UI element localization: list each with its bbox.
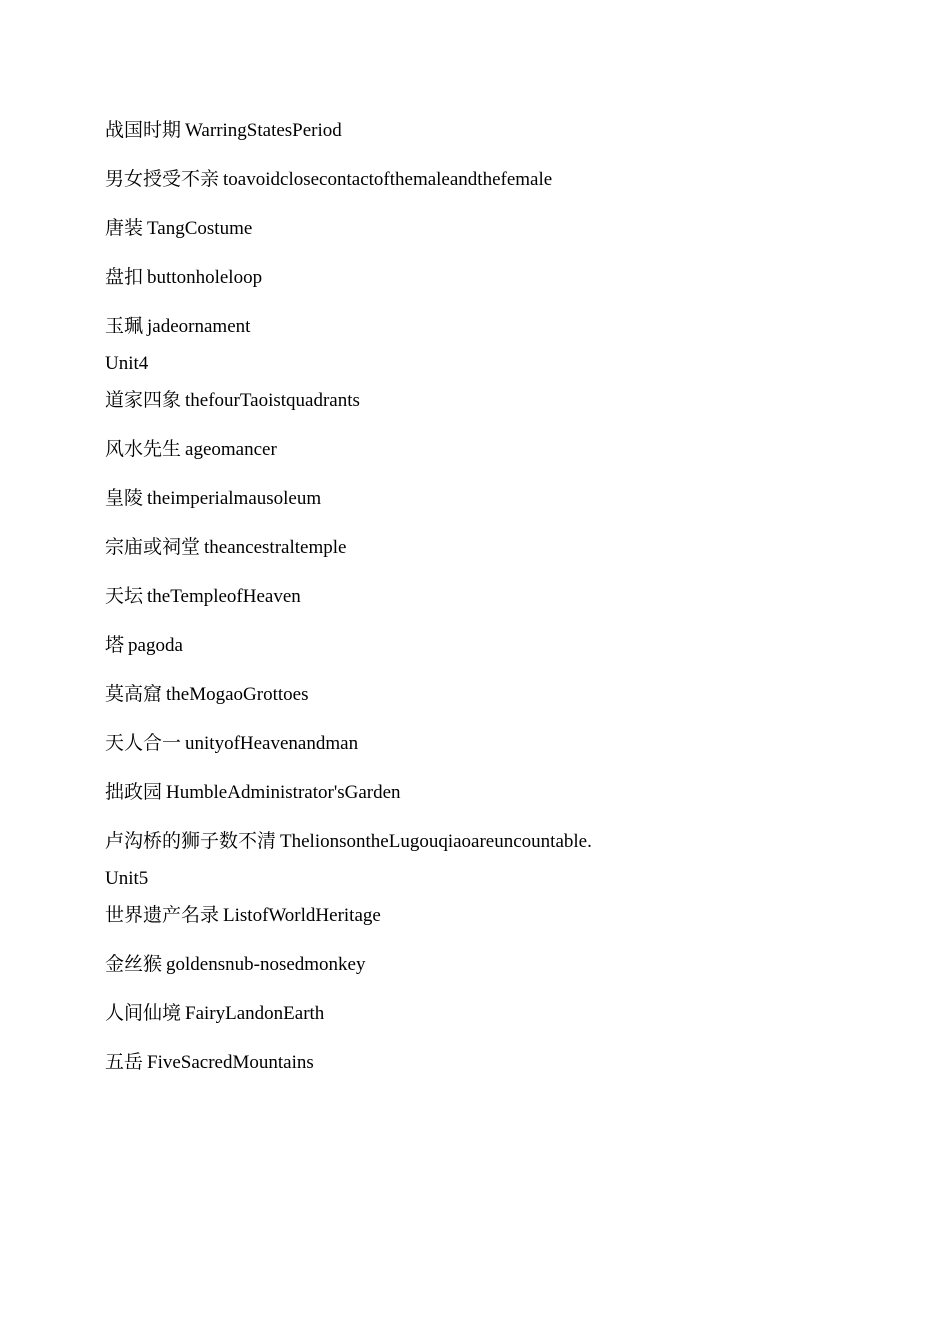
glossary-entry xyxy=(105,168,552,192)
entry-english: TangCostume xyxy=(147,218,253,239)
entry-chinese: 世界遗产名录 xyxy=(105,905,220,926)
entry-english: pagoda xyxy=(128,635,183,656)
entry-english: unityofHeavenandman xyxy=(185,733,359,754)
entry-chinese: 男女授受不亲 xyxy=(105,169,220,190)
entry-english: FairyLandonEarth xyxy=(185,1003,325,1024)
entry-english: ListofWorldHeritage xyxy=(223,905,381,926)
glossary-entry xyxy=(105,683,309,707)
glossary-entry xyxy=(105,1051,314,1075)
glossary-entry xyxy=(105,536,346,560)
entry-english: goldensnub-nosedmonkey xyxy=(166,954,366,975)
glossary-entry xyxy=(105,389,360,413)
glossary-entry xyxy=(105,732,358,756)
entry-english: WarringStatesPeriod xyxy=(185,120,342,141)
entry-chinese: 盘扣 xyxy=(105,267,144,288)
glossary-entry xyxy=(105,1002,324,1026)
entry-chinese: 唐装 xyxy=(105,218,144,239)
entry-chinese: 莫高窟 xyxy=(105,684,163,705)
entry-chinese: 风水先生 xyxy=(105,439,182,460)
glossary-entry xyxy=(105,217,252,241)
entry-english: theimperialmausoleum xyxy=(147,488,322,509)
entry-chinese: 宗庙或祠堂 xyxy=(105,537,201,558)
entry-chinese: 天人合一 xyxy=(105,733,182,754)
entry-chinese: 卢沟桥的狮子数不清 xyxy=(105,831,277,852)
glossary-entry xyxy=(105,438,277,462)
entry-chinese: 玉珮 xyxy=(105,316,144,337)
glossary-entry xyxy=(105,315,250,339)
entry-english: jadeornament xyxy=(147,316,251,337)
entry-chinese: 金丝猴 xyxy=(105,954,163,975)
entry-english: FiveSacredMountains xyxy=(147,1052,314,1073)
glossary-entry xyxy=(105,830,592,854)
entry-chinese: 拙政园 xyxy=(105,782,163,803)
glossary-entry xyxy=(105,585,301,609)
glossary-entry xyxy=(105,904,381,928)
unit-heading: Unit5 xyxy=(105,868,149,889)
glossary-entry xyxy=(105,953,366,977)
entry-english: HumbleAdministrator'sGarden xyxy=(166,782,401,803)
entry-chinese: 五岳 xyxy=(105,1052,144,1073)
entry-chinese: 人间仙境 xyxy=(105,1003,182,1024)
entry-english: thefourTaoistquadrants xyxy=(185,390,360,411)
entry-chinese: 战国时期 xyxy=(105,120,182,141)
entry-english: ThelionsontheLugouqiaoareuncountable. xyxy=(280,831,592,852)
entry-chinese: 天坛 xyxy=(105,586,144,607)
glossary-entry xyxy=(105,119,342,143)
entry-chinese: 道家四象 xyxy=(105,390,182,411)
unit-heading: Unit4 xyxy=(105,353,149,374)
entry-chinese: 皇陵 xyxy=(105,488,144,509)
glossary-entry xyxy=(105,781,401,805)
entry-chinese: 塔 xyxy=(105,635,125,656)
entry-english: theancestraltemple xyxy=(204,537,347,558)
entry-english: toavoidclosecontactofthemaleandthefemale xyxy=(223,169,553,190)
glossary-entry xyxy=(105,266,262,290)
glossary-entry xyxy=(105,487,321,511)
glossary-entry xyxy=(105,634,183,658)
entry-english: theMogaoGrottoes xyxy=(166,684,309,705)
entry-english: theTempleofHeaven xyxy=(147,586,301,607)
entry-english: ageomancer xyxy=(185,439,277,460)
entry-english: buttonholeloop xyxy=(147,267,263,288)
